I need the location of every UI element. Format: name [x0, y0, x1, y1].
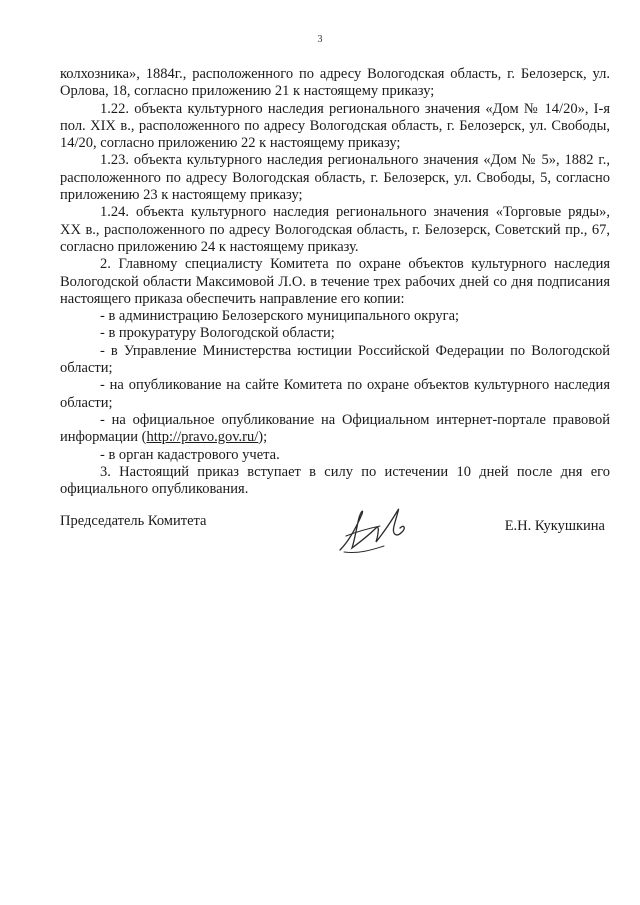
page-number: 3 [317, 34, 323, 45]
legal-portal-text-before: - на официальное опубликование на Официальном интернет-портале правовой информации ( [60, 411, 610, 446]
signature-block [60, 510, 605, 570]
legal-portal-link[interactable]: http://pravo.gov.ru/ [146, 429, 259, 446]
recipient-administration: - в администрацию Белозерского муниципального округа; [100, 308, 460, 325]
recipient-committee-site: - на опубликование на сайте Комитета по охране объектов культурного наследия области; [60, 377, 610, 411]
recipient-legal-portal [60, 412, 610, 447]
paragraph-item-1-24: 1.24. объекта культурного наследия регионального значения «Торговые ряды», XX в., расположенного по адресу Вологодская область, г. Белозерск, Советский пр., 67, согласно приложению 24 к настоящему приказу. [60, 204, 610, 255]
paragraph-item-3: 3. Настоящий приказ вступает в силу по истечении 10 дней после дня его официального опубликования. [60, 463, 610, 498]
recipient-cadastre: - в орган кадастрового учета. [100, 446, 280, 463]
paragraph-item-1-22: 1.22. объекта культурного наследия регионального значения «Дом № 14/20», I-я пол. XIX в., расположенного по адресу Вологодская область, г. Белозерск, ул. Свободы, 14/20, согласно приложению 22 к настоящему приказу; [60, 100, 610, 152]
paragraph-item-1-23: 1.23. объекта культурного наследия регионального значения «Дом № 5», 1882 г., расположенного по адресу Вологодская область, г. Белозерск, ул. Свободы, 5, согласно приложению 23 к настоящему приказу; [60, 152, 610, 204]
document-body [60, 66, 610, 498]
legal-portal-text-after: ); [258, 429, 268, 446]
paragraph-continuation: колхозника», 1884г., расположенного по адресу Вологодская область, г. Белозерск, ул. Орлова, 18, согласно приложению 21 к настоящему приказу; [60, 66, 610, 100]
signer-name: Е.Н. Кукушкина [504, 518, 605, 534]
recipient-ministry-justice: - в Управление Министерства юстиции Российской Федерации по Вологодской области; [60, 342, 610, 377]
handwritten-signature [322, 498, 442, 558]
paragraph-item-2: 2. Главному специалисту Комитета по охране объектов культурного наследия Вологодской области Максимовой Л.О. в течение трех рабочих дней со дня подписания настоящего приказа обеспечить направление его копии: [60, 256, 610, 307]
recipient-prosecutor: - в прокуратуру Вологодской области; [100, 325, 335, 342]
signer-position: Председатель Комитета [60, 513, 207, 529]
